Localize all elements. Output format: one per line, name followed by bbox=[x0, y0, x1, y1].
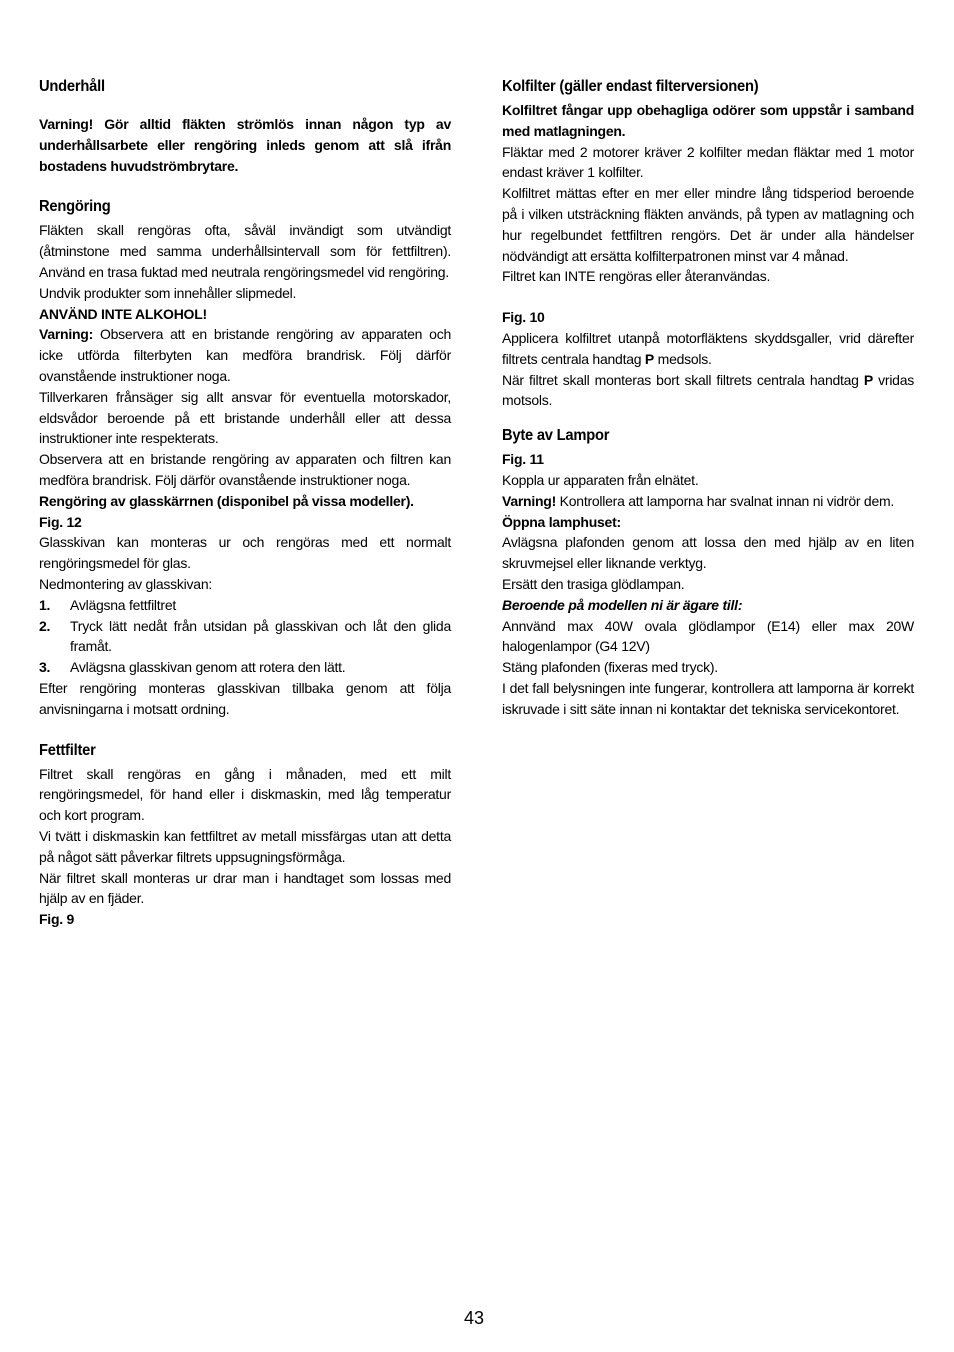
lampor-model-heading: Beroende på modellen ni är ägare till: bbox=[502, 596, 743, 613]
step-3: 3. Avlägsna glasskivan genom att rotera den lätt. bbox=[39, 659, 346, 676]
left-column bbox=[39, 76, 451, 930]
kolfilter-p6: När filtret skall monteras bort skall filtrets centrala handtag P vridas motsols. bbox=[502, 371, 914, 409]
heading-kolfilter: Kolfilter (gäller endast filterversionen) bbox=[502, 78, 759, 95]
lampor-p4: Avlägsna plafonden genom att lossa den med hjälp av en liten skruvmejsel eller liknande verktyg. bbox=[502, 534, 914, 572]
rengoring-p6: Observera att en bristande rengöring av apparaten och filtren kan medföra brandrisk. Följ därför ovanstående instruktioner noga. bbox=[39, 451, 451, 488]
fig-12-label: Fig. 12 bbox=[39, 513, 82, 530]
step-1: 1. Avlägsna fettfiltret bbox=[39, 596, 177, 613]
rengoring-p10: Efter rengöring monteras glasskivan tillbaka genom att följa anvisningarna i motsatt ordning. bbox=[39, 679, 451, 717]
fig-11-label: Fig. 11 bbox=[502, 451, 544, 468]
heading-fettfilter: Fettfilter bbox=[39, 741, 96, 759]
lampor-p7: Annvänd max 40W ovala glödlampor (E14) eller max 20W halogenlampor (G4 12V) bbox=[502, 617, 914, 655]
rengoring-p9: Nedmontering av glasskivan: bbox=[39, 575, 213, 592]
fig-10-label: Fig. 10 bbox=[502, 309, 545, 326]
rengoring-p2: Undvik produkter som innehåller slipmedel. bbox=[39, 284, 297, 301]
rengoring-p5: Tillverkaren frånsäger sig allt ansvar för eventuella motorskador, eldsvådor beroende på ett bristande underhåll eller att dessa instruktioner inte respekterats. bbox=[39, 388, 451, 447]
lampor-p9: I det fall belysningen inte fungerar, kontrollera att lamporna är korrekt iskruvade i sitt säte innan ni kontaktar det tekniska servicekontoret. bbox=[502, 679, 914, 717]
kolfilter-p1: Kolfiltret fångar upp obehagliga odörer som uppstår i samband med matlagningen. bbox=[502, 102, 914, 139]
warning-label: Varning! bbox=[502, 492, 557, 509]
lampor-open-heading: Öppna lamphuset: bbox=[502, 513, 621, 530]
lampor-p8: Stäng plafonden (fixeras med tryck). bbox=[502, 659, 718, 676]
kolfilter-p3: Kolfiltret mättas efter en mer eller mindre lång tidsperiod beroende på i vilken utsträckning fläkten används, på typen av matlagning och hur regelbundet fettfiltren rengörs. Det är under alla händelser nödvändigt att ersätta kolfilterpatronen minst var 4 månad. bbox=[502, 185, 914, 264]
heading-rengoring: Rengöring bbox=[39, 198, 111, 216]
step-2: 2. Tryck lätt nedåt från utsidan på glasskivan och låt den glida framåt. bbox=[39, 617, 451, 655]
page-number: 43 bbox=[464, 1308, 485, 1328]
heading-underhall: Underhåll bbox=[39, 78, 105, 95]
fig-9-label: Fig. 9 bbox=[39, 911, 75, 928]
kolfilter-p4: Filtret kan INTE rengöras eller återanvändas. bbox=[502, 268, 771, 285]
rengoring-p8: Glasskivan kan monteras ur och rengöras med ett normalt rengöringsmedel för glas. bbox=[39, 534, 451, 572]
right-column bbox=[502, 76, 914, 720]
warning-underhall: Varning! Gör alltid fläkten strömlös innan någon typ av underhållsarbete eller rengöring inleds genom att slå ifrån bostadens huvudströmbrytare. bbox=[39, 116, 451, 174]
fettfilter-p3: När filtret skall monteras ur drar man i handtaget som lossas med hjälp av en fjäder. bbox=[39, 869, 451, 907]
rengoring-alcohol-warning: ANVÄND INTE ALKOHOL! bbox=[39, 305, 207, 322]
warning-label: Varning: bbox=[39, 326, 94, 343]
lampor-p5: Ersätt den trasiga glödlampan. bbox=[502, 575, 685, 592]
rengoring-p4: Varning: Observera att en bristande rengöring av apparaten och icke utförda filterbyten kan medföra brandrisk. Följ därför ovanstående instruktioner noga. bbox=[39, 326, 451, 384]
heading-byte-av-lampor: Byte av Lampor bbox=[502, 427, 610, 445]
rengoring-p1: Fläkten skall rengöras ofta, såväl invändigt som utvändigt (åtminstone med samma underhållsintervall som för fettfiltren). Använd en trasa fuktad med neutrala rengöringsmedel vid rengöring. bbox=[39, 222, 451, 280]
kolfilter-p5: Applicera kolfiltret utanpå motorfläktens skyddsgaller, vrid därefter filtrets centrala handtag P medsols. bbox=[502, 329, 914, 367]
rengoring-glass-heading: Rengöring av glasskärrnen (disponibel på vissa modeller). bbox=[39, 492, 414, 509]
lampor-p1: Koppla ur apparaten från elnätet. bbox=[502, 471, 699, 488]
lampor-p2: Varning! Kontrollera att lamporna har svalnat innan ni vidrör dem. bbox=[502, 492, 895, 509]
fettfilter-p1: Filtret skall rengöras en gång i månaden, med ett milt rengöringsmedel, för hand eller i diskmaskin, med låg temperatur och kort program. bbox=[39, 765, 451, 824]
fettfilter-p2: Vi tvätt i diskmaskin kan fettfiltret av metall missfärgas utan att detta på något sätt påverkar filtrets uppsugningsförmåga. bbox=[39, 827, 451, 865]
kolfilter-p2: Fläktar med 2 motorer kräver 2 kolfilter medan fläktar med 1 motor endast kräver 1 kolfilter. bbox=[502, 143, 914, 181]
